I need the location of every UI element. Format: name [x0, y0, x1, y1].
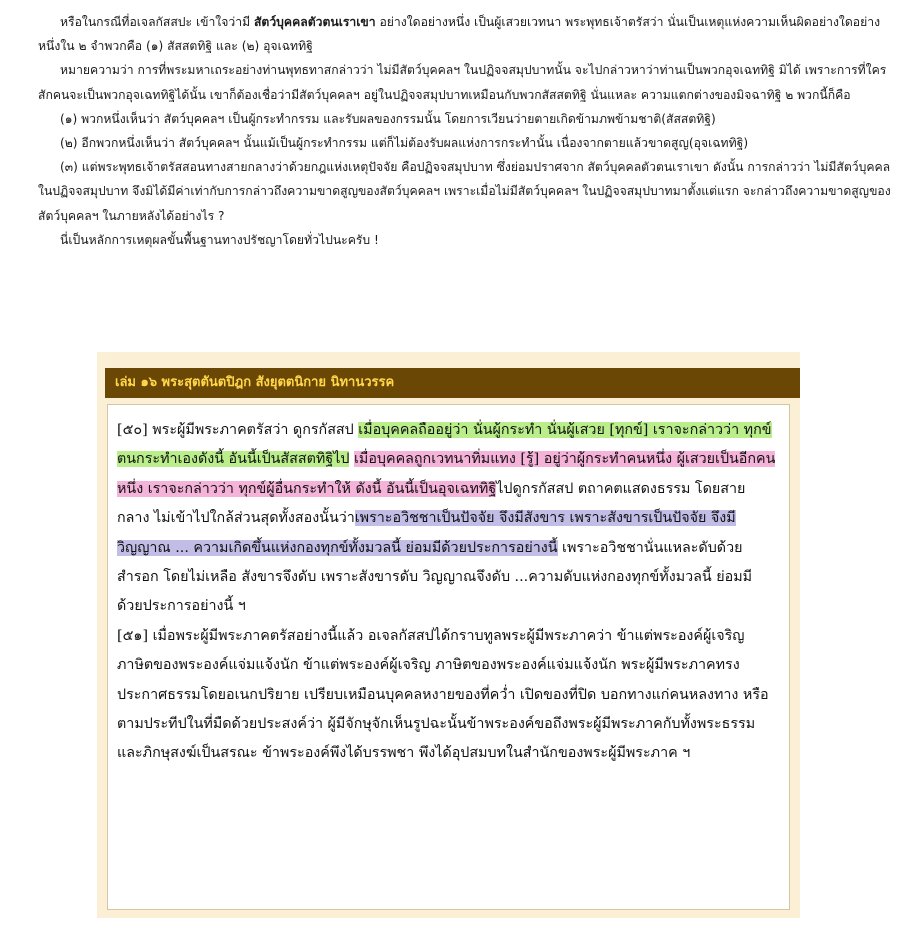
- intro-paragraph-1: [38, 10, 893, 58]
- intro-p1-end: อย่างใดอย่างหนึ่ง เป็นผู้เสวยเวทนา พระพุทธเจ้าตรัสว่า นั่นเป็นเหตุแห่งความเห็นผิดอย่างใดอย่างหนึ่งใน ๒ จำพวกคือ (๑) สัสสตทิฐิ และ (๒) อุจเฉททิฐิ: [38, 15, 881, 54]
- intro-p1-bold: สัตว์บุคคลตัวตนเราเขา: [253, 15, 376, 29]
- intro-p1-start: หรือในกรณีที่อเจลกัสสปะ เข้าใจว่ามี: [60, 15, 254, 29]
- highlight-green-sassata: เมื่อบุคคลถืออยู่ว่า นั่นผู้กระทำ นั่นผู้เสวย [ทุกข์] เราจะกล่าวว่า ทุกข์ตนกระทำเองดังนี้ อันนี้เป็นสัสสตทิฐิไป: [117, 422, 772, 468]
- quote-text-box: [107, 404, 790, 910]
- intro-paragraph-4: (๒) อีกพวกหนึ่งเห็นว่า สัตว์บุคคลฯ นั้นแม้เป็นผู้กระทำกรรม แต่ก็ไม่ต้องรับผลแห่งการกระทำนั้น เนื่องจากตายแล้วขาดสูญ(อุจเฉททิฐิ): [60, 136, 749, 151]
- verse-50-middle: ไปดูกรกัสสป ตถาคตแสดงธรรม โดยสายกลาง ไม่เข้าไปใกล้ส่วนสุดทั้งสองนั้นว่า: [117, 480, 746, 527]
- quote-text: [117, 416, 777, 769]
- intro-paragraph-6: นี่เป็นหลักการเหตุผลขั้นพื้นฐานทางปรัชญาโดยทั่วไปนะครับ !: [60, 232, 379, 247]
- highlight-purple-paticca: เพราะอวิชชาเป็นปัจจัย จึงมีสังขาร เพราะสังขารเป็นปัจจัย จึงมีวิญญาณ ... ความเกิดขึ้นแห่งกองทุกข์ทั้งมวลนี้ ย่อมมีด้วยประการอย่างนี้: [117, 510, 736, 556]
- verse-50-ending: เพราะอวิชชานั่นแหละดับด้วยสำรอก โดยไม่เหลือ สังขารจึงดับ เพราะสังขารดับ วิญญาณจึงดับ ...ความดับแห่งกองทุกข์ทั้งมวลนี้ ย่อมมีด้วยประการอย่างนี้ ฯ: [117, 539, 753, 615]
- verse-51: [๕๑] เมื่อพระผู้มีพระภาคตรัสอย่างนี้แล้ว อเจลกัสสปได้กราบทูลพระผู้มีพระภาคว่า ข้าแต่พระองค์ผู้เจริญ ภาษิตของพระองค์แจ่มแจ้งนัก ข้าแต่พระองค์ผู้เจริญ ภาษิตของพระองค์แจ่มแจ้งนัก พระผู้มีพระภาคทรงประกาศธรรมโดยอเนกปริยาย เปรียบเหมือนบุคคลหงายของที่คว่ำ เปิดของที่ปิด บอกทางแก่คนหลงทาง หรือตามประทีปในที่มืดด้วยประสงค์ว่า ผู้มีจักษุจักเห็นรูปฉะนั้นข้าพระองค์ขอถึงพระผู้มีพระภาคกับทั้งพระธรรมและภิกษุสงฆ์เป็นสรณะ ข้าพระองค์พึงได้บรรพชา พึงได้อุปสมบทในสำนักของพระผู้มีพระภาค ฯ: [117, 627, 769, 762]
- intro-paragraph-3: (๑) พวกหนึ่งเห็นว่า สัตว์บุคคลฯ เป็นผู้กระทำกรรม และรับผลของกรรมนั้น โดยการเวียนว่ายตายเกิดข้ามภพข้ามชาติ(สัสสตทิฐิ): [60, 111, 716, 126]
- intro-paragraph-5: (๓) แต่พระพุทธเจ้าตรัสสอนทางสายกลางว่าด้วยกฎแห่งเหตุปัจจัย คือปฏิจจสมุปบาท ซึ่งย่อมปราศจาก สัตว์บุคคลตัวตนเราเขา ดังนั้น การกล่าวว่า ไม่มีสัตว์บุคคลในปฏิจจสมุปบาท จึงมิได้มีค่าเท่ากับการกล่าวถึงความขาดสูญของสัตว์บุคคลฯ เพราะเมื่อไม่มีสัตว์บุคคลฯ ในปฏิจจสมุปบาทมาตั้งแต่แรก จะกล่าวถึงความขาดสูญของสัตว์บุคคลฯ ในภายหลังได้อย่างไร ?: [38, 160, 891, 223]
- verse-50-opening: [๕๐] พระผู้มีพระภาคตรัสว่า ดูกรกัสสป: [117, 422, 359, 438]
- quote-header: เล่ม ๑๖ พระสุตตันตปิฎก สังยุตตนิกาย นิทานวรรค: [105, 368, 800, 398]
- article-body: [38, 10, 893, 252]
- intro-paragraph-2: หมายความว่า การที่พระมหาเถระอย่างท่านพุทธทาสกล่าวว่า ไม่มีสัตว์บุคคลฯ ในปฏิจจสมุปบาทนั้น จะไปกล่าวหาว่าท่านเป็นพวกอุจเฉททิฐิ มิได้ เพราะการที่ใครสักคนจะเป็นพวกอุจเฉททิฐิได้นั้น เขาก็ต้องเชื่อว่ามีสัตว์บุคคลฯ อยู่ในปฏิจจสมุปบาทเหมือนกับพวกสัสสตทิฐิ นั่นแหละ ความแตกต่างของมิจฉาทิฐิ ๒ พวกนี้ก็คือ: [38, 63, 887, 102]
- verse-50: [117, 416, 777, 622]
- scripture-quote-panel: [97, 352, 800, 918]
- highlight-pink-uccheda: เมื่อบุคคลถูกเวทนาทิ่มแทง [รู้] อยู่ว่าผู้กระทำคนหนึ่ง ผู้เสวยเป็นอีกคนหนึ่ง เราจะกล่าวว่า ทุกข์ผู้อื่นกระทำให้ ดังนี้ อันนี้เป็นอุจเฉททิฐิ: [117, 451, 776, 497]
